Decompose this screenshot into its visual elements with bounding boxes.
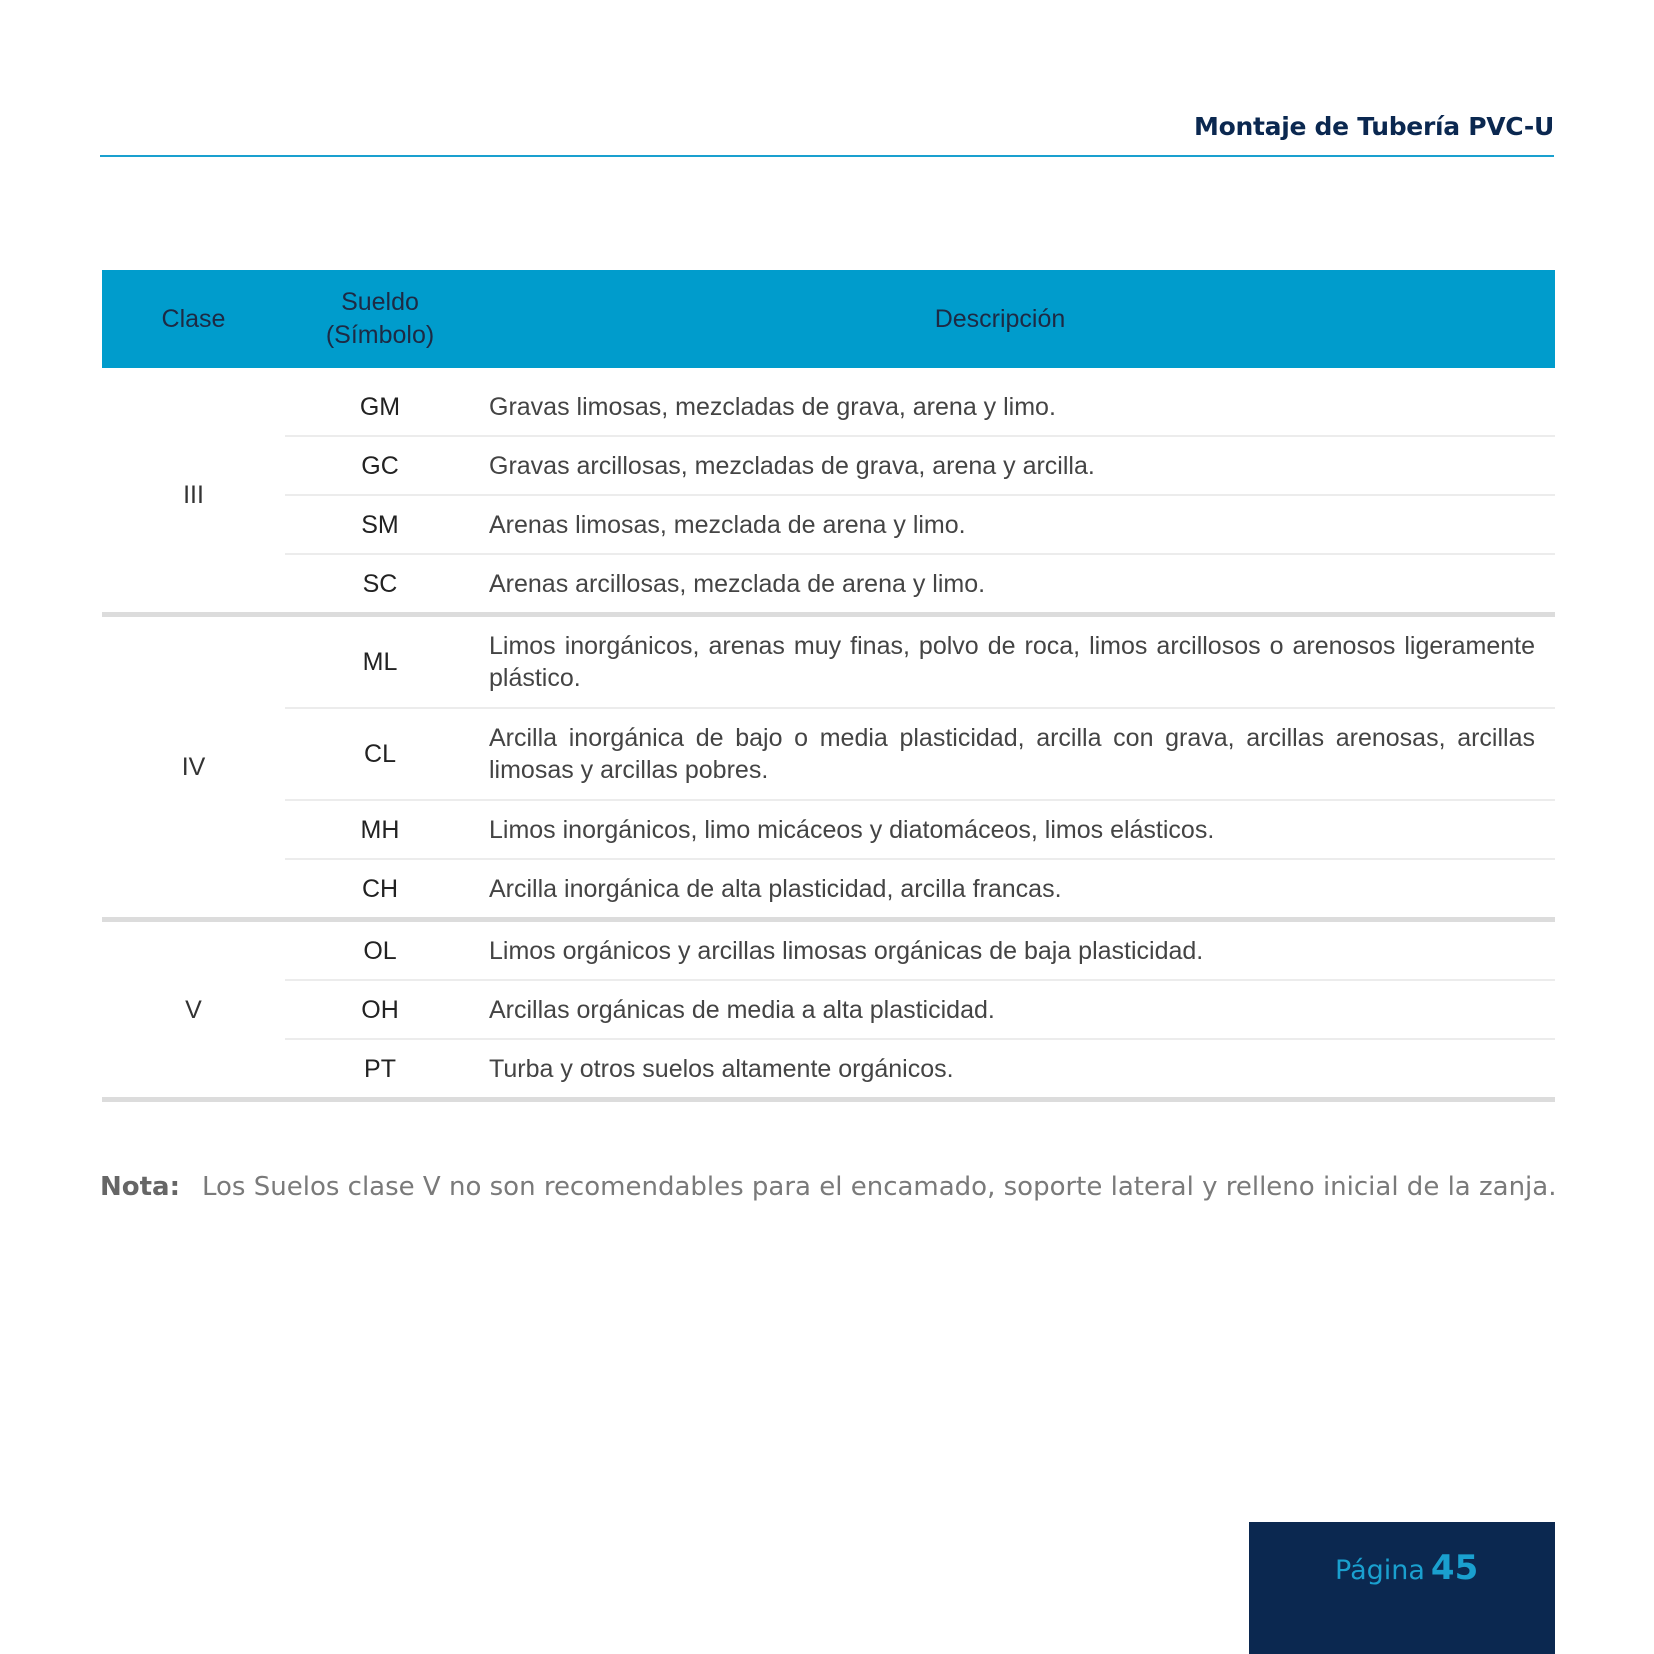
page-number-box xyxy=(1249,1522,1555,1654)
symbol-cell: OL xyxy=(285,920,475,981)
description-cell: Limos inorgánicos, limo micáceos y diatomáceos, limos elásticos. xyxy=(475,800,1555,859)
description-cell: Arcilla inorgánica de alta plasticidad, arcilla francas. xyxy=(475,859,1555,920)
header-divider xyxy=(100,155,1554,157)
soil-classification-table xyxy=(102,270,1555,1102)
description-cell: Arcilla inorgánica de bajo o media plasticidad, arcilla con grava, arcillas arenosas, arcillas limosas y arcillas pobres. xyxy=(475,708,1555,800)
table-row xyxy=(102,615,1555,709)
table-row xyxy=(102,554,1555,615)
symbol-cell: ML xyxy=(285,615,475,709)
header-descripcion: Descripción xyxy=(475,270,1555,368)
document-header-title: Montaje de Tubería PVC-U xyxy=(1194,112,1554,141)
table-row xyxy=(102,378,1555,436)
description-cell: Turba y otros suelos altamente orgánicos. xyxy=(475,1039,1555,1100)
class-cell: V xyxy=(102,920,285,1100)
header-clase: Clase xyxy=(102,270,285,368)
symbol-cell: MH xyxy=(285,800,475,859)
table-row xyxy=(102,495,1555,554)
symbol-cell: GC xyxy=(285,436,475,495)
symbol-cell: CH xyxy=(285,859,475,920)
table-row xyxy=(102,436,1555,495)
symbol-cell: PT xyxy=(285,1039,475,1100)
class-cell: III xyxy=(102,378,285,615)
symbol-cell: SM xyxy=(285,495,475,554)
description-cell: Arenas limosas, mezclada de arena y limo. xyxy=(475,495,1555,554)
description-cell: Gravas limosas, mezcladas de grava, arena y limo. xyxy=(475,378,1555,436)
table-row xyxy=(102,800,1555,859)
description-cell: Gravas arcillosas, mezcladas de grava, arena y arcilla. xyxy=(475,436,1555,495)
class-cell: IV xyxy=(102,615,285,920)
header-simbolo-line1: Sueldo xyxy=(341,288,419,316)
note-label: Nota: xyxy=(100,1172,180,1202)
description-cell: Limos inorgánicos, arenas muy finas, polvo de roca, limos arcillosos o arenosos ligeramente plástico. xyxy=(475,615,1555,709)
symbol-cell: GM xyxy=(285,378,475,436)
symbol-cell: CL xyxy=(285,708,475,800)
table-row xyxy=(102,1039,1555,1100)
table-row xyxy=(102,708,1555,800)
footnote xyxy=(100,1172,1560,1202)
description-cell: Arenas arcillosas, mezclada de arena y limo. xyxy=(475,554,1555,615)
symbol-cell: OH xyxy=(285,980,475,1039)
table-row xyxy=(102,980,1555,1039)
note-text: Los Suelos clase V no son recomendables para el encamado, soporte lateral y relleno inicial de la zanja. xyxy=(202,1172,1557,1202)
table-row xyxy=(102,859,1555,920)
table-header-row xyxy=(102,270,1555,368)
header-simbolo-line2: (Símbolo) xyxy=(325,321,435,349)
page-label: Página xyxy=(1335,1555,1425,1586)
header-simbolo xyxy=(285,270,475,368)
table-row xyxy=(102,920,1555,981)
description-cell: Limos orgánicos y arcillas limosas orgánicas de baja plasticidad. xyxy=(475,920,1555,981)
description-cell: Arcillas orgánicas de media a alta plasticidad. xyxy=(475,980,1555,1039)
page-number: 45 xyxy=(1430,1548,1479,1588)
symbol-cell: SC xyxy=(285,554,475,615)
